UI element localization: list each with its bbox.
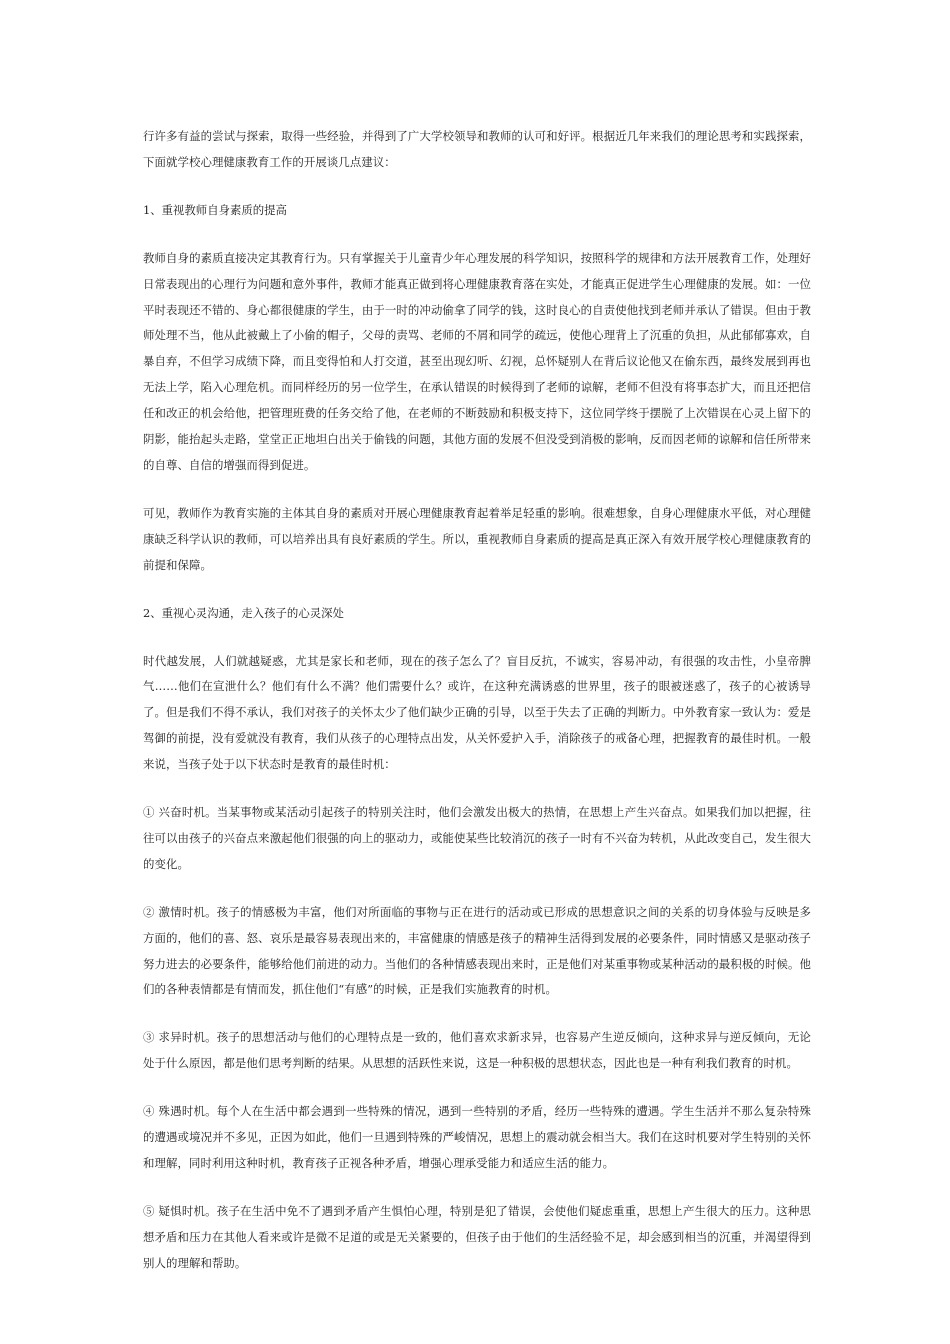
spacer (143, 1177, 811, 1199)
section-1-paragraph-1: 教师自身的素质直接决定其教育行为。只有掌握关于儿童青少年心理发展的科学知识，按照科学的规律和方法开展教育工作，处理好日常表现出的心理行为问题和意外事件，教师才能真正做到将心理健康教育落在实处，才能真正促进学生心理健康的发展。如：一位平时表现还不错的、身心都很健康的学生，由于一时的冲动偷拿了同学的钱，这时良心的自责使他找到老师并承认了错误。但由于教师处理不当，他从此被戴上了小偷的帽子，父母的责骂、老师的不屑和同学的疏远，使他心理背上了沉重的负担，从此郁郁寡欢，自暴自弃，不但学习成绩下降，而且变得怕和人打交道，甚至出现幻听、幻视，总怀疑别人在背后议论他又在偷东西，最终发展到再也无法上学，陷入心理危机。而同样经历的另一位学生，在承认错误的时候得到了老师的谅解，老师不但没有将事态扩大，而且还把信任和改正的机会给他，把管理班费的任务交给了他，在老师的不断鼓励和积极支持下，这位同学终于摆脱了上次错误在心灵上留下的阴影，能抬起头走路，堂堂正正地坦白出关于偷钱的问题，其他方面的发展不但没受到消极的影响，反而因老师的谅解和信任所带来的自尊、自信的增强而得到促进。 (143, 250, 811, 472)
list-item-novelty: ③ 求异时机。孩子的思想活动与他们的心理特点是一致的，他们喜欢求新求异，也容易产生逆反倾向，这种求异与逆反倾向，无论处于什么原因，都是他们思考判断的结果。从思想的活跃性来说，这是一种积极的思想状态，因此也是一种有利我们教育的时机。 (143, 1030, 811, 1071)
spacer (143, 627, 811, 649)
section-1-paragraph-2: 可见，教师作为教育实施的主体其自身的素质对开展心理健康教育起着举足轻重的影响。很难想象，自身心理健康水平低，对心理健康缺乏科学认识的教师，可以培养出具有良好素质的学生。所以，重视教师自身素质的提高是真正深入有效开展学校心理健康教育的前提和保障。 (143, 505, 811, 572)
section-1-heading: 1、重视教师自身素质的提高 (143, 202, 287, 217)
section-2-paragraph-1: 时代越发展，人们就越疑惑，尤其是家长和老师，现在的孩子怎么了？盲目反抗，不诚实，容易冲动，有很强的攻击性，小皇帝脾气……他们在宣泄什么？他们有什么不满？他们需要什么？或许，在这种充满诱惑的世界里，孩子的眼被迷惑了，孩子的心被诱导了。但是我们不得不承认，我们对孩子的关怀太少了他们缺少正确的引导，以至于失去了正确的判断力。中外教育家一致认为：爱是驾御的前提，没有爱就没有教育，我们从孩子的心理特点出发，从关怀爱护入手，消除孩子的戒备心理，把握教育的最佳时机。一般来说，当孩子处于以下状态时是教育的最佳时机： (143, 653, 811, 772)
spacer (143, 778, 811, 800)
list-item-doubt-fear: ⑤ 疑惧时机。孩子在生活中免不了遇到矛盾产生惧怕心理，特别是犯了错误，会使他们疑虑重重，思想上产生很大的压力。这种思想矛盾和压力在其他人看来或许是微不足道的或是无关紧要的，但孩子由于他们的生活经验不足，却会感到相当的沉重，并渴望得到别人的理解和帮助。 (143, 1203, 811, 1270)
list-item-special-encounter: ④ 殊遇时机。每个人在生活中都会遇到一些特殊的情况，遇到一些特别的矛盾，经历一些特殊的遭遇。学生生活并不那么复杂特殊的遭遇或境况并不多见，正因为如此，他们一旦遇到特殊的严峻情况，思想上的震动就会相当大。我们在这时机要对学生特别的关怀和理解，同时利用这种时机，教育孩子正视各种矛盾，增强心理承受能力和适应生活的能力。 (143, 1104, 811, 1170)
spacer (143, 479, 811, 501)
list-item-excitement: ① 兴奋时机。当某事物或某活动引起孩子的特别关注时，他们会激发出极大的热情，在思想上产生兴奋点。如果我们加以把握，往往可以由孩子的兴奋点来激起他们很强的向上的驱动力，或能使某些比较消沉的孩子一时有不兴奋为转机，从此改变自己，发生很大的变化。 (143, 805, 811, 871)
spacer (143, 579, 811, 601)
list-item-passion: ② 激情时机。孩子的情感极为丰富，他们对所面临的事物与正在进行的活动或已形成的思想意识之间的关系的切身体验与反映是多方面的，他们的喜、怒、哀乐是最容易表现出来的，丰富健康的情感是孩子的精神生活得到发展的必要条件，同时情感又是驱动孩子努力进去的必要条件，能够给他们前进的动力。当他们的各种情感表现出来时，正是他们对某重事物或某种活动的最积极的时候。他们的各种表情都是有情而发，抓住他们“有感”的时候，正是我们实施教育的时机。 (143, 904, 811, 997)
intro-paragraph: 行许多有益的尝试与探索，取得一些经验，并得到了广大学校领导和教师的认可和好评。根据近几年来我们的理论思考和实践探索，下面就学校心理健康教育工作的开展谈几点建议： (143, 129, 811, 169)
section-2-heading: 2、重视心灵沟通，走入孩子的心灵深处 (143, 605, 344, 620)
document-body (143, 124, 811, 1277)
spacer (143, 176, 811, 198)
spacer (143, 224, 811, 246)
spacer (143, 878, 811, 900)
spacer (143, 1003, 811, 1025)
spacer (143, 1077, 811, 1099)
